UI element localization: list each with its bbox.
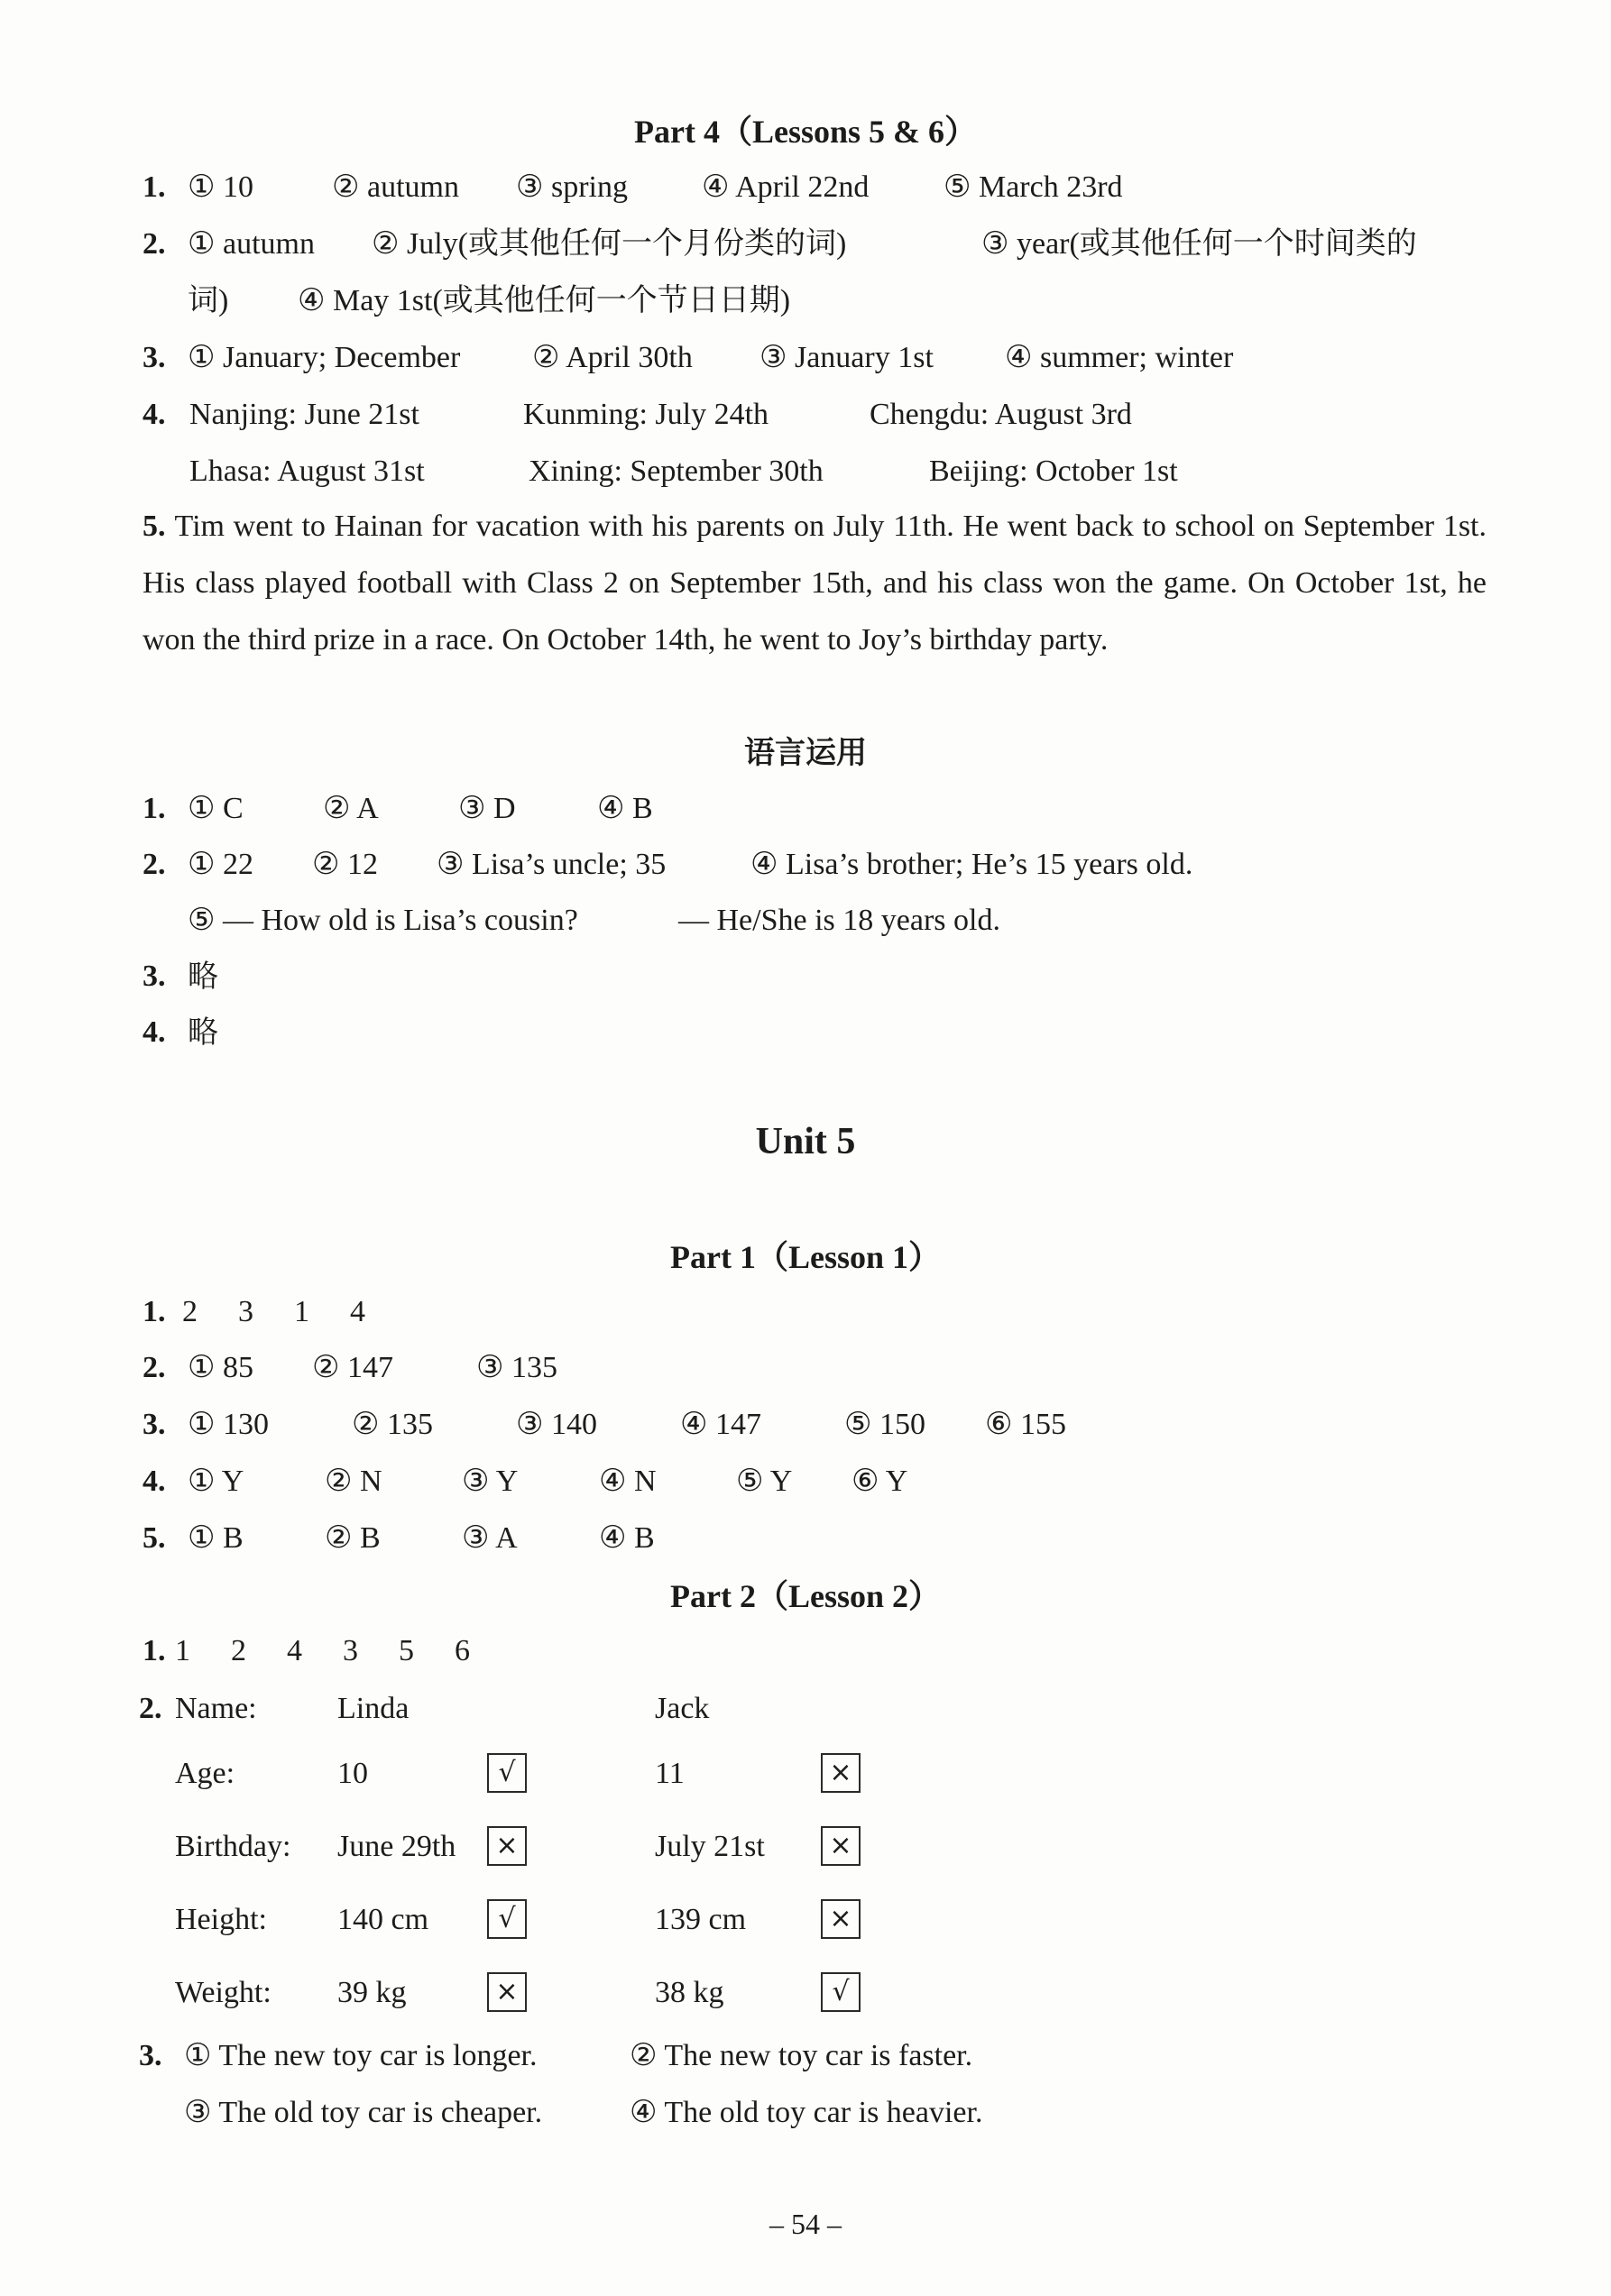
part4-answer-5 (143, 498, 1487, 668)
check-mark-box: √ (821, 1972, 861, 2012)
jack-value: 38 kg (655, 1976, 724, 2009)
language-heading: 语言运用 (744, 735, 867, 771)
row-label: Weight: (175, 1976, 272, 2009)
linda-value: 140 cm (337, 1903, 429, 1936)
answer-number: 5. (143, 1521, 166, 1555)
part2-heading: Part 2（Lesson 2） (670, 1578, 941, 1614)
answer-number: 2. (143, 848, 166, 881)
answer-number: 3. (139, 2039, 162, 2072)
cross-mark-box: × (821, 1899, 861, 1939)
answer-number: 1. (143, 792, 166, 825)
answer-number: 3. (143, 341, 166, 374)
cross-mark-box: × (487, 1972, 527, 2012)
check-mark-box: √ (487, 1899, 527, 1939)
answer-number: 3. (143, 1408, 166, 1441)
answer-number: 4. (143, 1015, 166, 1049)
answer-number: 4. (143, 398, 166, 431)
check-mark-box: √ (487, 1753, 527, 1793)
part4-heading: Part 4（Lessons 5 & 6） (634, 114, 977, 150)
answer-number: 1. (143, 1295, 166, 1328)
cross-mark-box: × (821, 1826, 861, 1866)
answer-number: 5. (143, 510, 166, 543)
jack-value: 139 cm (655, 1903, 747, 1936)
row-label: Birthday: (175, 1830, 291, 1863)
answer-5-text: Tim went to Hainan for vacation with his parents on July 11th. He went back to school on September 1st. His class played football with Class 2 on September 15th, and his class won the game. On October 1st, he won the third prize in a race. On October 14th, he went to Joy’s birthday party. (143, 510, 1487, 657)
linda-value: June 29th (337, 1830, 456, 1863)
jack-value: 11 (655, 1757, 685, 1790)
answer-number: 3. (143, 960, 166, 993)
linda-value: 10 (337, 1757, 368, 1790)
answer-number: 4. (143, 1465, 166, 1498)
part1-heading: Part 1（Lesson 1） (670, 1239, 941, 1275)
linda-value: 39 kg (337, 1976, 407, 2009)
answer-number: 1. (143, 170, 166, 204)
answer-number: 1. (143, 1634, 166, 1667)
answer-number: 2. (139, 1692, 162, 1725)
jack-value: July 21st (655, 1830, 765, 1863)
cross-mark-box: × (821, 1753, 861, 1793)
cross-mark-box: × (487, 1826, 527, 1866)
unit-title: Unit 5 (755, 1121, 856, 1162)
row-label: Age: (175, 1757, 235, 1790)
answer-number: 2. (143, 1351, 166, 1384)
row-label: Height: (175, 1903, 267, 1936)
page-number: – 54 – (769, 2208, 842, 2240)
answer-number: 2. (143, 227, 166, 261)
